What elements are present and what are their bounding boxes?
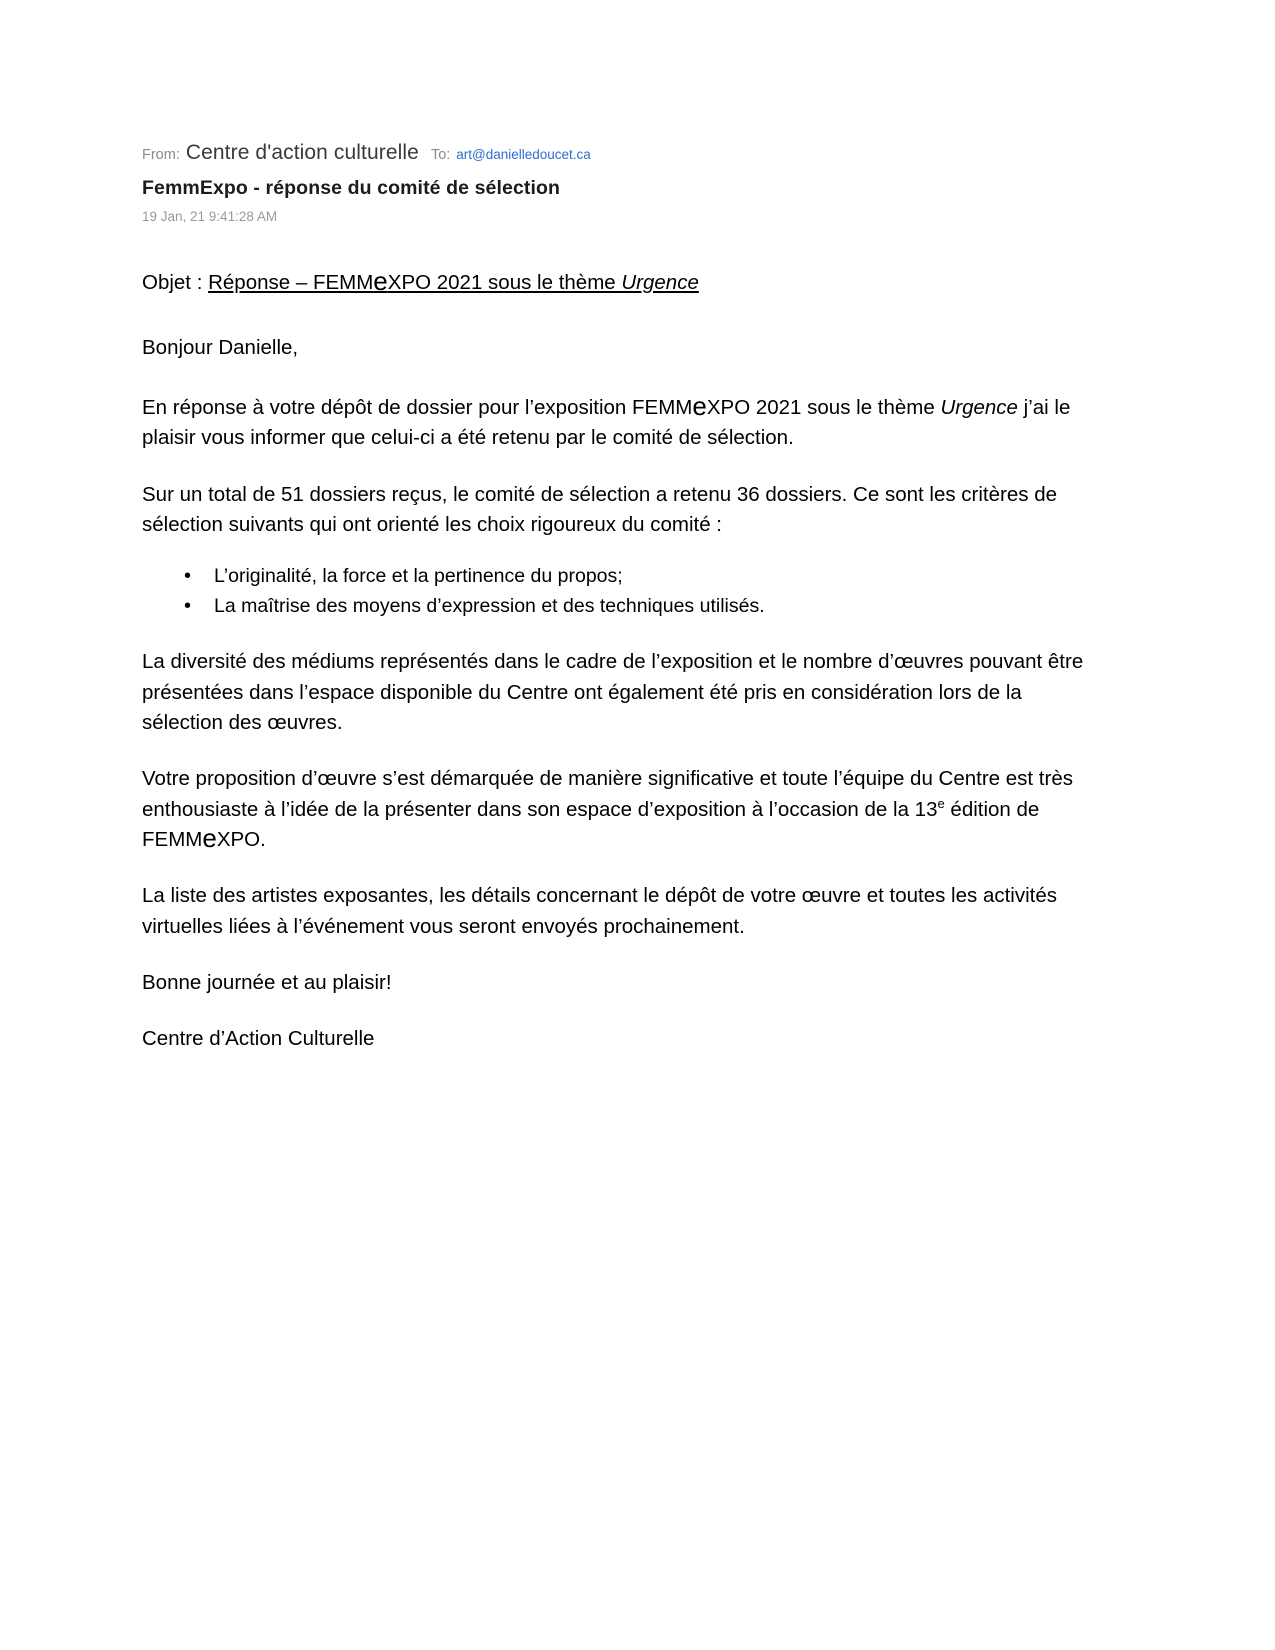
from-label: From: bbox=[142, 147, 180, 163]
p1-theme: Urgence bbox=[940, 395, 1018, 419]
greeting: Bonjour Danielle, bbox=[142, 335, 299, 359]
objet-theme: Urgence bbox=[621, 271, 699, 295]
p1-part3: j’ai le plaisir vous informer que celui-ci a été retenu par le comité de sélection. bbox=[142, 395, 1071, 450]
criteria-list bbox=[142, 562, 1102, 621]
p4-part1: Votre proposition d’œuvre s’est démarquée de manière significative et toute l’équipe du Centre est très enthousiaste à l’idée de la présenter dans son espace d’exposition à l’occasion de la 13 bbox=[142, 767, 1073, 821]
femmexpo-e-glyph: e bbox=[373, 266, 388, 297]
p4-part3: XPO. bbox=[216, 828, 266, 852]
closing-line: Bonne journée et au plaisir! bbox=[142, 971, 392, 995]
email-subject: FemmExpo - réponse du comité de sélection bbox=[142, 177, 561, 200]
objet-text-before: Réponse – FEMM bbox=[208, 271, 374, 295]
paragraph-4 bbox=[142, 764, 1102, 855]
femmexpo-e-glyph: e bbox=[202, 823, 217, 854]
from-line bbox=[142, 140, 1102, 165]
paragraph-2: Sur un total de 51 dossiers reçus, le comité de sélection a retenu 36 dossiers. Ce sont les critères de sélection suivants qui ont orienté les choix rigoureux du comité : bbox=[142, 482, 1058, 536]
list-item: • La maîtrise des moyens d’expression et des techniques utilisés. bbox=[214, 592, 1102, 622]
email-timestamp: 19 Jan, 21 9:41:28 AM bbox=[142, 209, 278, 225]
sender-name: Centre d'action culturelle bbox=[185, 141, 419, 164]
signature: Centre d’Action Culturelle bbox=[142, 1027, 375, 1051]
objet-line bbox=[142, 268, 1102, 298]
paragraph-3: La diversité des médiums représentés dans le cadre de l’exposition et le nombre d’œuvres pouvant être présentées dans l’espace disponible du Centre ont également été pris en considération lors de la sélection des œuvres. bbox=[142, 650, 1084, 735]
objet-label: Objet : bbox=[142, 271, 209, 295]
femmexpo-e-glyph: e bbox=[692, 390, 707, 421]
objet-text-after: XPO 2021 sous le thème bbox=[387, 271, 622, 295]
to-label: To: bbox=[430, 147, 451, 163]
p1-part1: En réponse à votre dépôt de dossier pour l’exposition FEMM bbox=[142, 395, 693, 419]
email-header bbox=[142, 140, 1102, 224]
objet-underlined bbox=[208, 266, 699, 297]
paragraph-5: La liste des artistes exposantes, les détails concernant le dépôt de votre œuvre et toutes les activités virtuelles liées à l’événement vous seront envoyés prochainement. bbox=[142, 884, 1058, 938]
paragraph-1 bbox=[142, 390, 1102, 454]
ordinal-suffix: e bbox=[937, 795, 945, 811]
email-content bbox=[142, 140, 1102, 1081]
p1-part2: XPO 2021 sous le thème bbox=[706, 395, 941, 419]
list-item: • L’originalité, la force et la pertinence du propos; bbox=[214, 562, 1102, 592]
p4-part2: édition de FEMM bbox=[142, 797, 1040, 852]
recipient-email-link[interactable]: art@danielledoucet.ca bbox=[456, 147, 591, 162]
email-body bbox=[142, 268, 1102, 1055]
